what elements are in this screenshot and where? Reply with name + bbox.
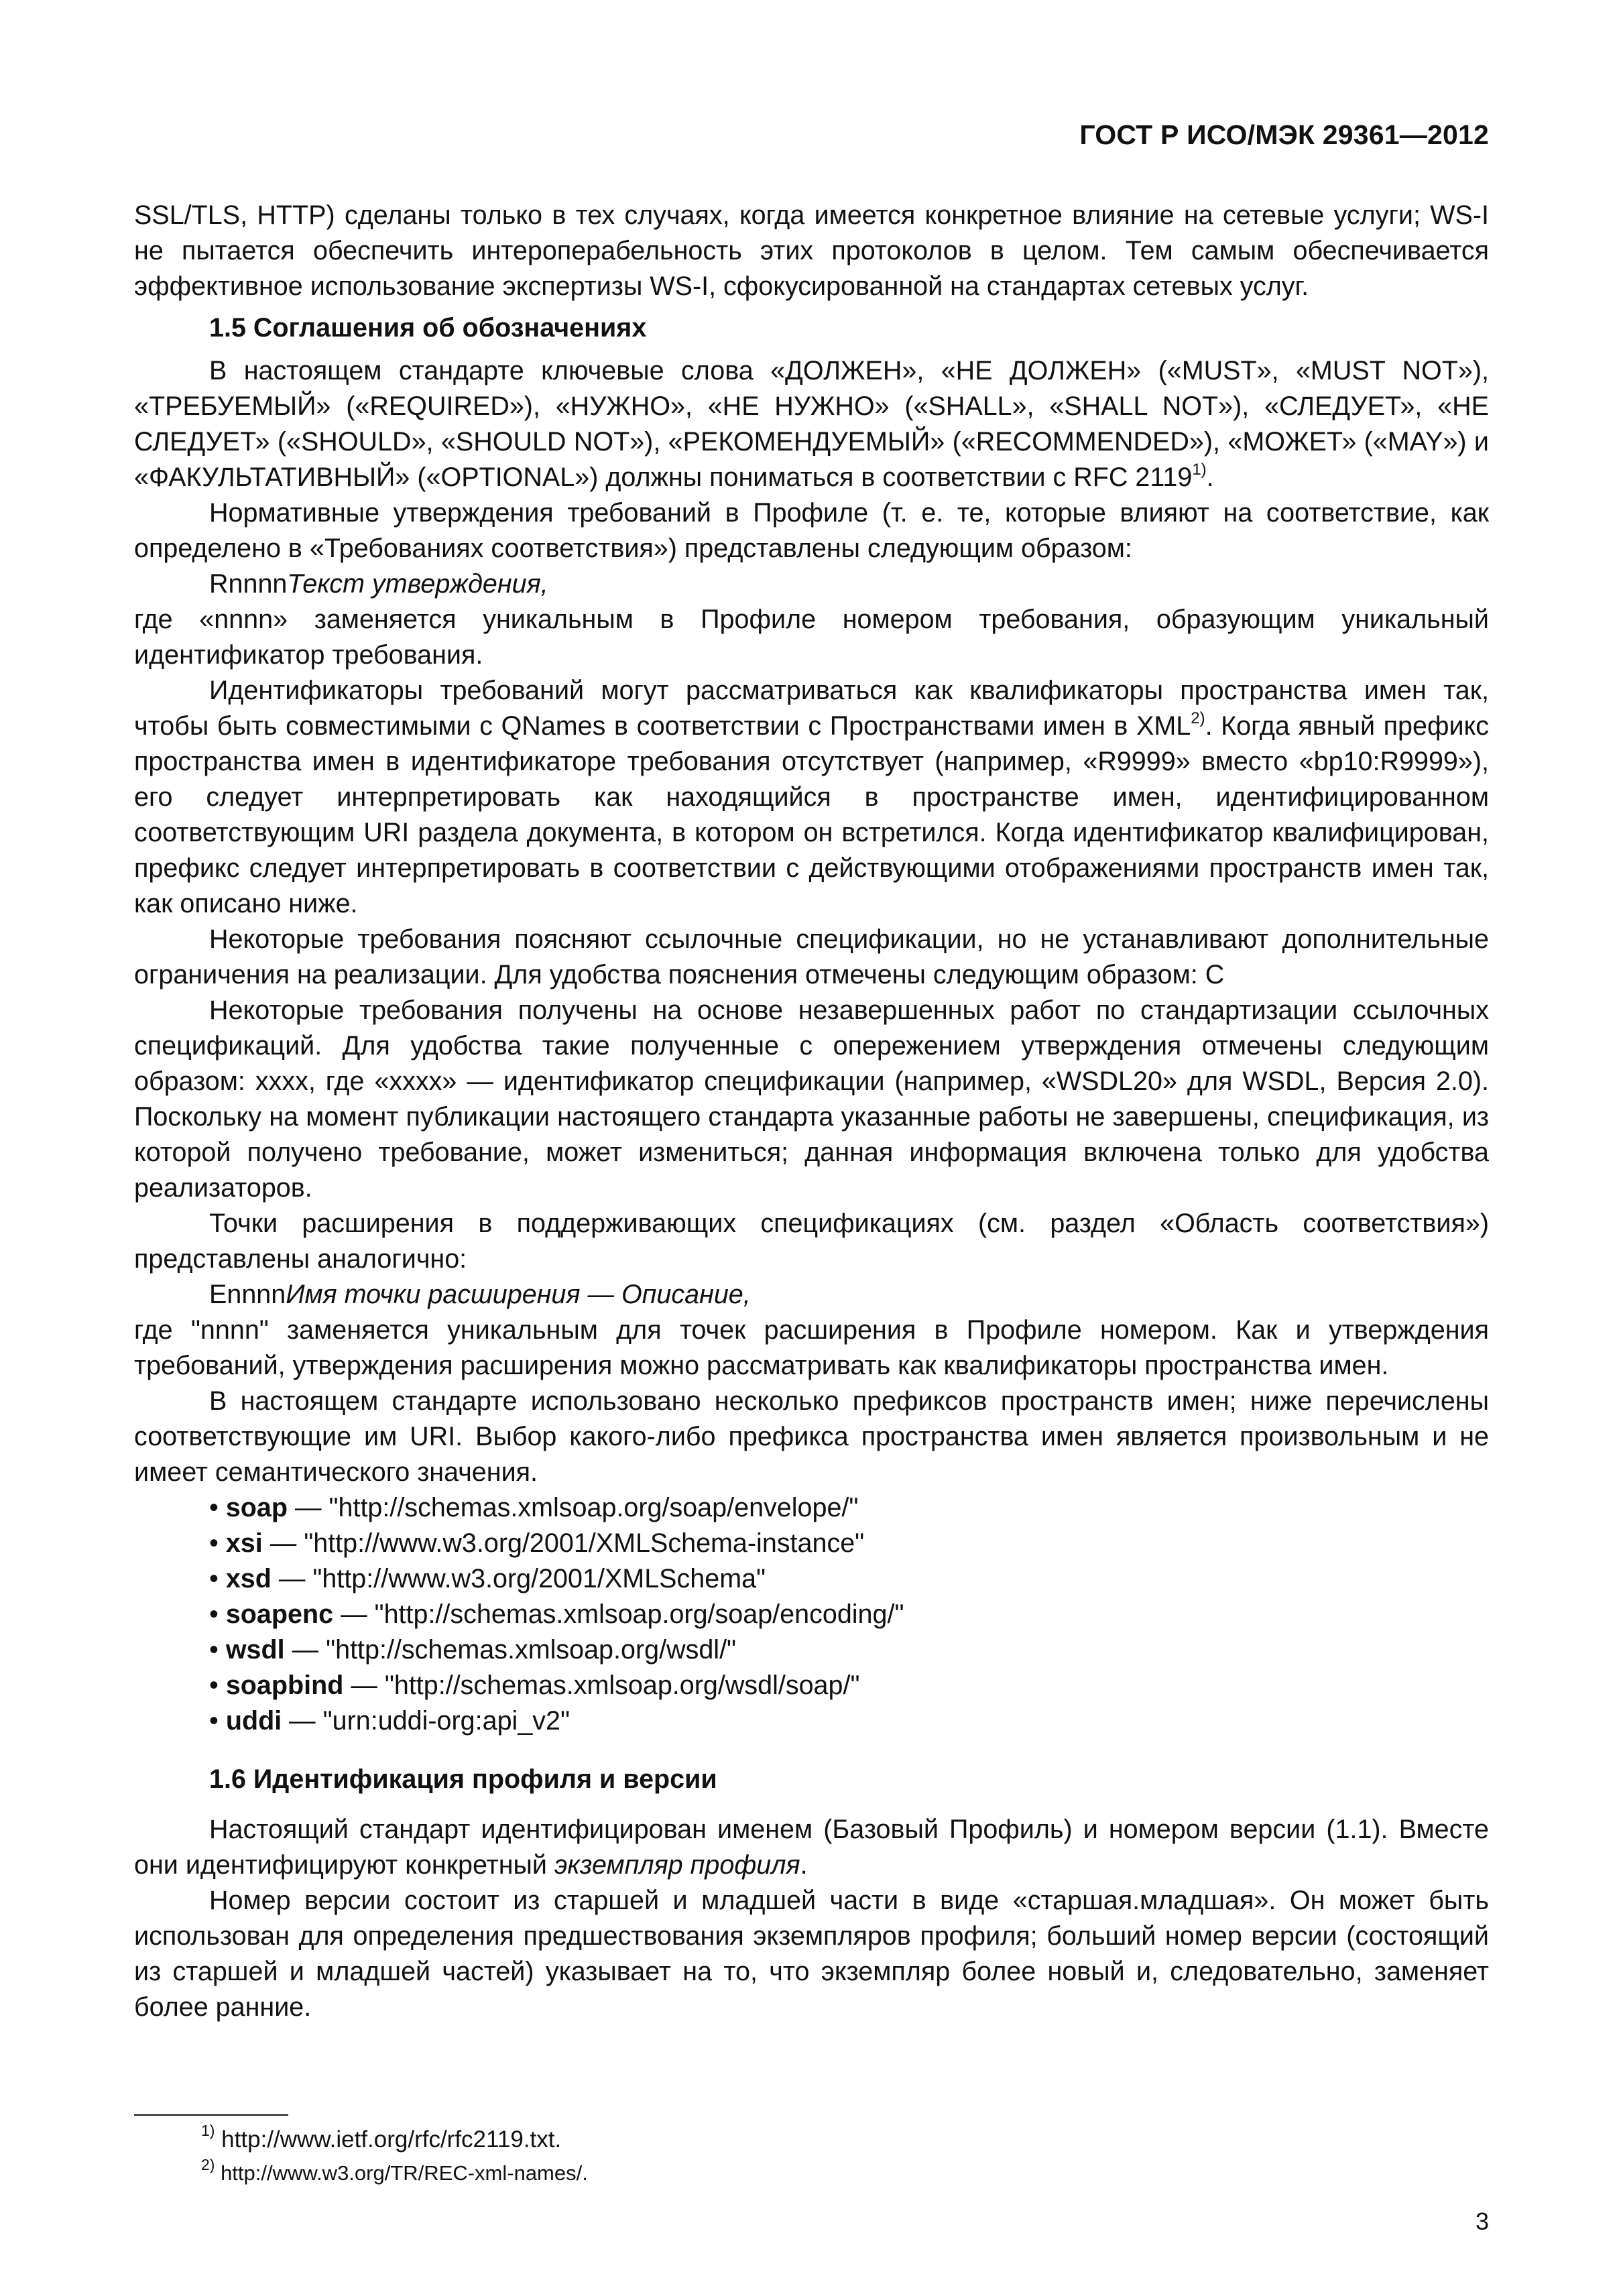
namespace-prefix: soap xyxy=(225,1493,288,1522)
footnote-marker: 2) xyxy=(201,2155,215,2173)
paragraph-extension-explanation: где "nnnn" заменяется уникальным для точек расширения в Профиле номером. Как и утверждения требований, утверждения расширения можно рассматривать как квалификаторы пространства имен. xyxy=(134,1315,1489,1380)
paragraph-derived-requirements: Некоторые требования получены на основе незавершенных работ по стандартизации ссылочных спецификаций. Для удобства такие полученные с опережением утверждения отмечены следующим образом: xxxx, где «xxxx» — идентификатор спецификации (например, «WSDL20» для WSDL, Версия 2.0). Поскольку на момент публикации настоящего стандарта указанные работы не завершены, спецификация, из которой получено требование, может измениться; данная информация включена только для удобства реализаторов. xyxy=(134,995,1489,1203)
list-bullet: • xyxy=(209,1564,219,1593)
paragraph-profile-identification-start: Настоящий стандарт идентифицирован именем (Базовый Профиль) и номером версии (1.1). Вместе они идентифицируют конкретный xyxy=(134,1815,1489,1880)
namespace-prefix: uddi xyxy=(225,1706,282,1736)
footnote-ref-2: 2) xyxy=(1191,709,1205,727)
page-number: 3 xyxy=(1475,2208,1489,2235)
namespace-separator: — xyxy=(343,1671,385,1700)
requirement-format xyxy=(134,566,1489,602)
namespace-separator: — xyxy=(282,1706,323,1736)
requirement-format-italic: Текст утверждения, xyxy=(287,569,548,599)
namespace-uri: "http://schemas.xmlsoap.org/soap/envelope/" xyxy=(328,1493,859,1522)
paragraph-profile-identification xyxy=(134,1812,1489,1883)
paragraph-identifiers xyxy=(134,673,1489,922)
namespace-separator: — xyxy=(262,1528,304,1558)
namespace-prefix: soapbind xyxy=(225,1671,344,1700)
namespace-separator: — xyxy=(288,1493,329,1522)
list-bullet: • xyxy=(209,1528,219,1558)
section-heading-1-6: 1.6 Идентификация профиля и версии xyxy=(209,1764,717,1794)
paragraph-keywords-end: . xyxy=(1206,463,1214,492)
namespace-item xyxy=(134,1561,1489,1597)
namespace-item xyxy=(134,1632,1489,1668)
extension-format-prefix: Ennnn xyxy=(209,1280,286,1309)
paragraph-keywords xyxy=(134,353,1489,495)
footnote-text: http://www.ietf.org/rfc/rfc2119.txt. xyxy=(215,2126,562,2153)
namespace-uri: "http://schemas.xmlsoap.org/wsdl/soap/" xyxy=(384,1671,860,1700)
paragraph-profile-identification-end: . xyxy=(800,1850,808,1880)
namespace-item xyxy=(134,1597,1489,1632)
footnote-marker: 1) xyxy=(201,2122,215,2140)
namespace-prefix: xsd xyxy=(225,1564,272,1593)
section-heading-1-5: 1.5 Соглашения об обозначениях xyxy=(209,313,647,343)
list-bullet: • xyxy=(209,1599,219,1629)
list-bullet: • xyxy=(209,1706,219,1736)
list-bullet: • xyxy=(209,1671,219,1700)
paragraph-clarifications: Некоторые требования поясняют ссылочные спецификации, но не устанавливают дополнительные ограничения на реализации. Для удобства пояснения отмечены следующим образом: С xyxy=(134,924,1489,989)
paragraph-profile-identification-italic: экземпляр профиля xyxy=(554,1850,800,1880)
paragraph-nnnn-explanation: где «nnnn» заменяется уникальным в Профиле номером требования, образующим уникальный идентификатор требования. xyxy=(134,605,1489,670)
footnote-2 xyxy=(201,2157,1475,2190)
namespace-item xyxy=(134,1490,1489,1526)
namespace-prefix: wsdl xyxy=(225,1635,285,1665)
list-bullet: • xyxy=(209,1635,219,1665)
namespace-list xyxy=(134,1490,1489,1739)
extension-format-italic: Имя точки расширения — Описание, xyxy=(286,1280,751,1309)
namespace-separator: — xyxy=(284,1635,326,1665)
namespace-uri: "http://schemas.xmlsoap.org/wsdl/" xyxy=(326,1635,737,1665)
namespace-prefix: xsi xyxy=(225,1528,263,1558)
footnote-divider xyxy=(134,2114,288,2116)
intro-paragraph: SSL/TLS, HTTP) сделаны только в тех случаях, когда имеется конкретное влияние на сетевые услуги; WS-I не пытается обеспечить интероперабельность этих протоколов в целом. Тем самым обеспечивается эффективное использование экспертизы WS-I, сфокусированной на стандартах сетевых услуг. xyxy=(134,200,1489,301)
namespace-uri: "http://schemas.xmlsoap.org/soap/encoding/" xyxy=(374,1599,904,1629)
namespace-item xyxy=(134,1703,1489,1739)
namespace-item xyxy=(134,1668,1489,1703)
namespace-uri: "urn:uddi-org:api_v2" xyxy=(322,1706,570,1736)
paragraph-normative-statements: Нормативные утверждения требований в Профиле (т. е. те, которые влияют на соответствие, как определено в «Требованиях соответствия») представлены следующим образом: xyxy=(134,498,1489,563)
namespace-separator: — xyxy=(333,1599,375,1629)
namespace-uri: "http://www.w3.org/2001/XMLSchema-instance" xyxy=(304,1528,865,1558)
paragraph-keywords-text: В настоящем стандарте ключевые слова «ДОЛЖЕН», «НЕ ДОЛЖЕН» («MUST», «MUST NOT»), «ТРЕБУЕМЫЙ» («REQUIRED»), «НУЖНО», «НЕ НУЖНО» («SHALL», «SHALL NOT»), «СЛЕДУЕТ», «НЕ СЛЕДУЕТ» («SHOULD», «SHOULD NOT»), «РЕКОМЕНДУЕМЫЙ» («RECOMMENDED»), «МОЖЕТ» («MAY») и «ФАКУЛЬТАТИВНЫЙ» («OPTIONAL») должны пониматься в соответствии с RFC 2119 xyxy=(134,356,1489,492)
paragraph-namespace-prefixes: В настоящем стандарте использовано несколько префиксов пространств имен; ниже перечислены соответствующие им URI. Выбор какого-либо префикса пространства имен является произвольным и не имеет семантического значения. xyxy=(134,1386,1489,1487)
footnote-1 xyxy=(201,2123,1475,2157)
paragraph-identifiers-end: . Когда явный префикс пространства имен в идентификаторе требования отсутствует (например, «R9999» вместо «bp10:R9999»), его следует интерпретировать как находящийся в пространстве имен, идентифицированном соответствующим URI раздела документа, в котором он встретился. Когда идентификатор квалифицирован, префикс следует интерпретировать в соответствии с действующими отображениями пространств имен так, как описано ниже. xyxy=(134,711,1490,918)
footnotes xyxy=(201,2123,1475,2190)
requirement-format-prefix: Rnnnn xyxy=(209,569,288,599)
list-bullet: • xyxy=(209,1493,219,1522)
standard-id-header: ГОСТ Р ИСО/МЭК 29361—2012 xyxy=(1079,119,1489,150)
footnote-text: http://www.w3.org/TR/REC-xml-names/. xyxy=(215,2161,588,2185)
paragraph-identifiers-start: Идентификаторы требований могут рассматриваться как квалификаторы пространства имен так, чтобы быть совместимыми с QNames в соответствии с Пространствами имен в XML xyxy=(134,676,1489,741)
main-content xyxy=(134,198,1489,2025)
footnote-ref-1: 1) xyxy=(1192,460,1207,479)
namespace-uri: "http://www.w3.org/2001/XMLSchema" xyxy=(312,1564,766,1593)
namespace-item xyxy=(134,1526,1489,1561)
paragraph-extension-points: Точки расширения в поддерживающих спецификациях (см. раздел «Область соответствия») представлены аналогично: xyxy=(134,1209,1489,1274)
paragraph-version-number: Номер версии состоит из старшей и младшей части в виде «старшая.младшая». Он может быть использован для определения предшествования экземпляров профиля; больший номер версии (состоящий из старшей и младшей частей) указывает на то, что экземпляр более новый и, следовательно, заменяет более ранние. xyxy=(134,1886,1489,2022)
extension-format xyxy=(134,1277,1489,1313)
namespace-prefix: soapenc xyxy=(225,1599,334,1629)
namespace-separator: — xyxy=(271,1564,313,1593)
